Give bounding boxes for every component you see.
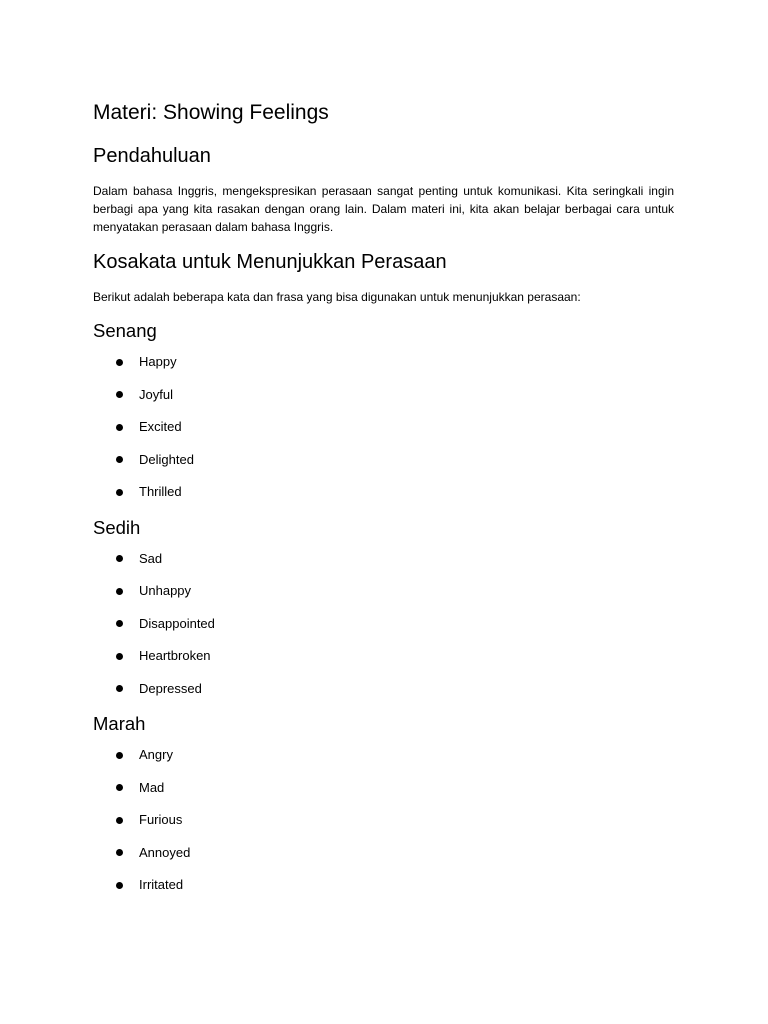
list-item-label: Irritated bbox=[139, 877, 184, 892]
list-item-label: Delighted bbox=[139, 451, 194, 467]
bullet-icon bbox=[116, 849, 123, 856]
bullet-icon bbox=[116, 752, 123, 759]
section-heading-senang: Senang bbox=[93, 320, 157, 341]
bullet-icon bbox=[116, 620, 123, 627]
section-heading-marah: Marah bbox=[93, 713, 146, 734]
list-item bbox=[93, 780, 674, 796]
bullet-icon bbox=[116, 456, 123, 463]
list-item-label: Furious bbox=[139, 812, 183, 827]
document-page bbox=[93, 100, 674, 910]
intro-paragraph: Dalam bahasa Inggris, mengekspresikan perasaan sangat penting untuk komunikasi. Kita seringkali ingin berbagi apa yang kita rasakan dengan orang lain. Dalam materi ini, kita akan belajar berbagai cara untuk menyatakan perasaan dalam bahasa Inggris. bbox=[93, 184, 674, 234]
list-item bbox=[93, 551, 674, 567]
list-item bbox=[93, 616, 674, 632]
vocab-paragraph: Berikut adalah beberapa kata dan frasa yang bisa digunakan untuk menunjukkan perasaan: bbox=[93, 290, 581, 304]
list-item-label: Sad bbox=[139, 550, 163, 566]
list-item bbox=[93, 484, 674, 500]
bullet-icon bbox=[116, 588, 123, 595]
list-item-label: Angry bbox=[139, 747, 173, 762]
list-item bbox=[93, 452, 674, 468]
list-item-label: Joyful bbox=[139, 386, 173, 402]
list-item bbox=[93, 648, 674, 664]
list-item bbox=[93, 387, 674, 403]
list-item bbox=[93, 354, 674, 370]
list-item bbox=[93, 681, 674, 697]
list-item-label: Disappointed bbox=[139, 615, 215, 631]
bullet-icon bbox=[116, 882, 123, 889]
list-item bbox=[93, 845, 674, 861]
bullet-icon bbox=[116, 555, 123, 562]
list-item-label: Depressed bbox=[139, 680, 202, 696]
list-item bbox=[93, 747, 674, 763]
word-list-sedih bbox=[93, 551, 674, 697]
bullet-icon bbox=[116, 424, 123, 431]
list-item bbox=[93, 419, 674, 435]
bullet-icon bbox=[116, 653, 123, 660]
list-item-label: Mad bbox=[139, 779, 165, 795]
bullet-icon bbox=[116, 391, 123, 398]
list-item bbox=[93, 877, 674, 893]
list-item-label: Excited bbox=[139, 419, 182, 434]
list-item-label: Thrilled bbox=[139, 484, 182, 499]
document-title: Materi: Showing Feelings bbox=[93, 101, 329, 124]
word-list-marah bbox=[93, 747, 674, 893]
bullet-icon bbox=[116, 685, 123, 692]
bullet-icon bbox=[116, 784, 123, 791]
list-item-label: Happy bbox=[139, 354, 177, 369]
intro-heading: Pendahuluan bbox=[93, 145, 211, 167]
bullet-icon bbox=[116, 359, 123, 366]
section-heading-sedih: Sedih bbox=[93, 516, 141, 538]
list-item-label: Annoyed bbox=[139, 844, 191, 860]
vocab-heading: Kosakata untuk Menunjukkan Perasaan bbox=[93, 251, 447, 273]
bullet-icon bbox=[116, 489, 123, 496]
word-list-senang bbox=[93, 354, 674, 500]
bullet-icon bbox=[116, 817, 123, 824]
list-item bbox=[93, 812, 674, 828]
list-item bbox=[93, 583, 674, 599]
list-item-label: Unhappy bbox=[139, 583, 192, 598]
list-item-label: Heartbroken bbox=[139, 648, 211, 663]
